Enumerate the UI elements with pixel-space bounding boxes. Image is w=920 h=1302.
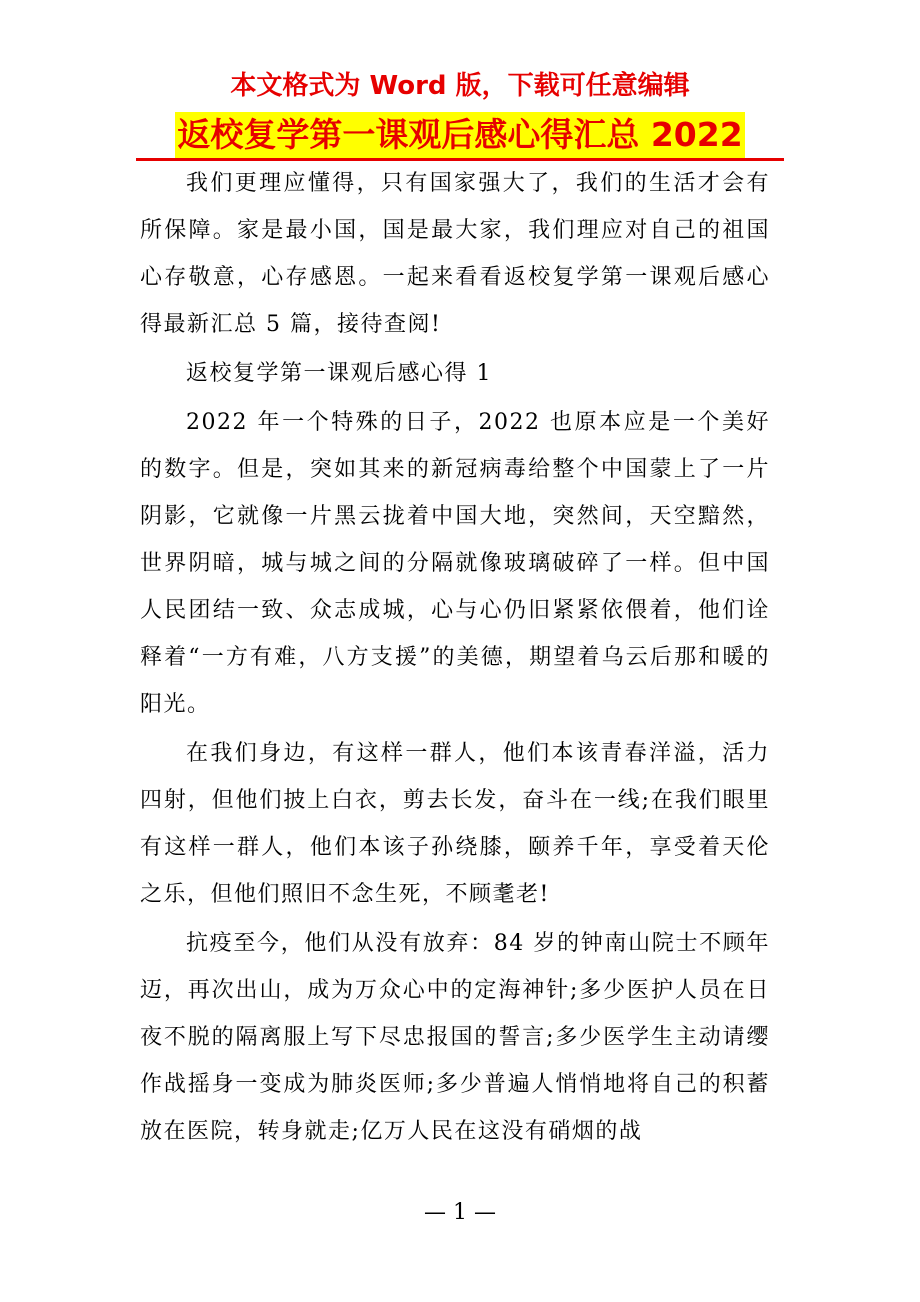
document-body: [140, 160, 770, 1157]
document-title: 返校复学第一课观后感心得汇总 2022: [175, 112, 744, 158]
section-heading: 返校复学第一课观后感心得 1: [186, 361, 492, 386]
body-paragraph: 抗疫至今，他们从没有放弃：84 岁的钟南山院士不顾年迈，再次出山，成为万众心中的定海神针;多少医护人员在日夜不脱的隔离服上写下尽忠报国的誓言;多少医学生主动请缨作战摇身一变成为肺炎医师;多少普遍人悄悄地将自己的积蓄放在医院，转身就走;亿万人民在这没有硝烟的战: [140, 931, 770, 1144]
format-banner: 本文格式为 Word 版，下载可任意编辑: [230, 71, 690, 101]
intro-paragraph: 我们更理应懂得，只有国家强大了，我们的生活才会有所保障。家是最小国，国是最大家，我们理应对自己的祖国心存敬意，心存感恩。一起来看看返校复学第一课观后感心得最新汇总 5 篇，接待查阅!: [140, 171, 770, 337]
body-paragraph: 2022 年一个特殊的日子，2022 也原本应是一个美好的数字。但是，突如其来的新冠病毒给整个中国蒙上了一片阴影，它就像一片黑云拢着中国大地，突然间，天空黯然，世界阴暗，城与城之间的分隔就像玻璃破碎了一样。但中国人民团结一致、众志成城，心与心仍旧紧紧依偎着，他们诠释着“一方有难，八方支援”的美德，期望着乌云后那和暖的阳光。: [140, 410, 770, 717]
body-paragraph: 在我们身边，有这样一群人，他们本该青春洋溢，活力四射，但他们披上白衣，剪去长发，奋斗在一线;在我们眼里有这样一群人，他们本该子孙绕膝，颐养千年，享受着天伦之乐，但他们照旧不念生死，不顾耄老!: [140, 741, 770, 907]
page-number: — 1 —: [424, 1200, 496, 1225]
title-container: [0, 112, 920, 158]
